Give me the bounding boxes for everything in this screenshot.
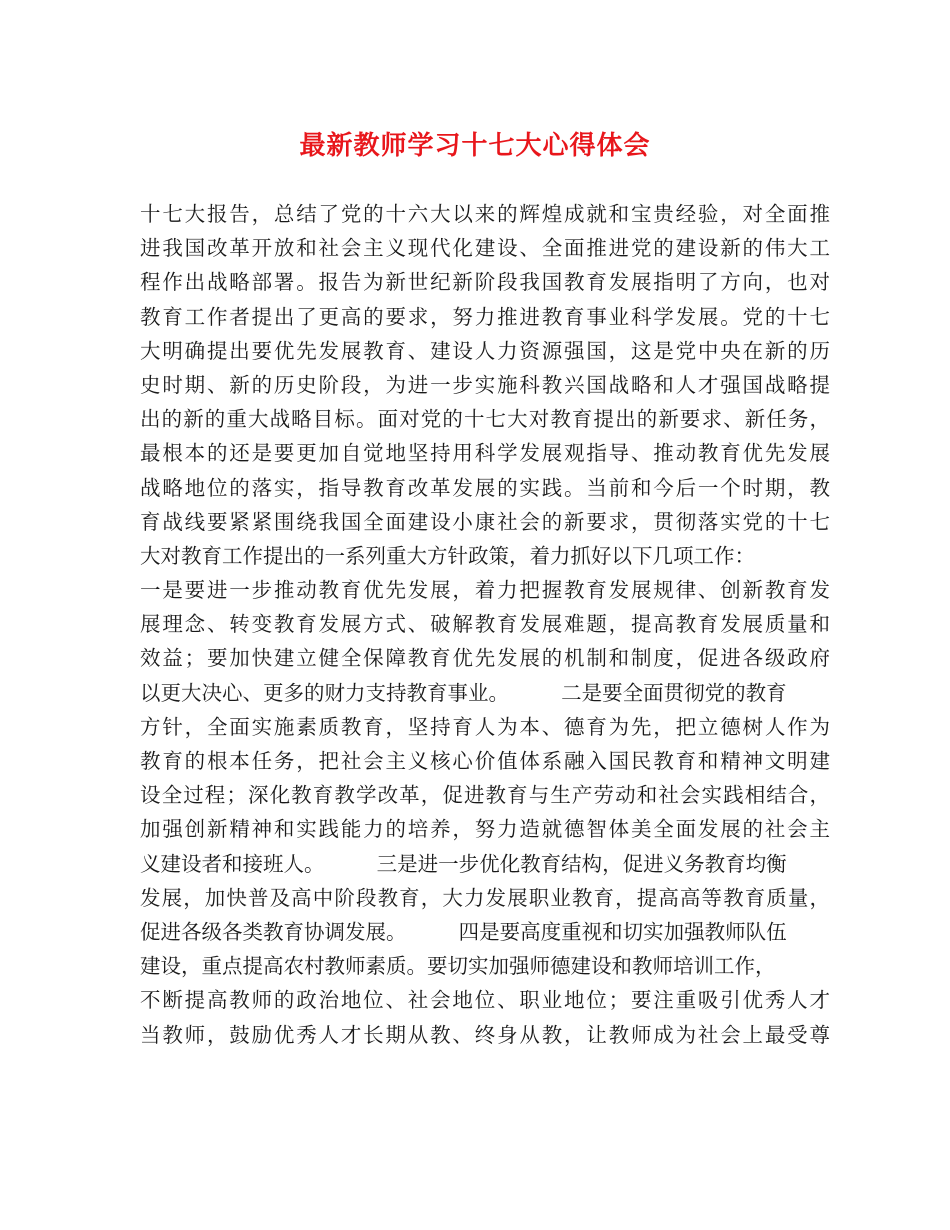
body-line: 加强创新精神和实践能力的培养，努力造就德智体美全面发展的社会主: [140, 817, 830, 842]
body-line: 以更大决心、更多的财力支持教育事业。 二是要全面贯彻党的教育: [140, 680, 787, 705]
body-line: 展理念、转变教育发展方式、破解教育发展难题，提高教育发展质量和: [140, 612, 830, 637]
body-line: 程作出战略部署。报告为新世纪新阶段我国教育发展指明了方向，也对: [140, 270, 830, 295]
body-line: 当教师，鼓励优秀人才长期从教、终身从教，让教师成为社会上最受尊: [140, 1022, 830, 1047]
body-line: 义建设者和接班人。 三是进一步优化教育结构，促进义务教育均衡: [140, 851, 787, 876]
body-line: 进我国改革开放和社会主义现代化建设、全面推进党的建设新的伟大工: [140, 236, 830, 261]
body-line: 育战线要紧紧围绕我国全面建设小康社会的新要求，贯彻落实党的十七: [140, 509, 830, 534]
body-line: 大对教育工作提出的一系列重大方针政策，着力抓好以下几项工作：: [140, 543, 755, 568]
body-line: 方针，全面实施素质教育，坚持育人为本、德育为先，把立德树人作为: [140, 714, 830, 739]
body-line: 十七大报告，总结了党的十六大以来的辉煌成就和宝贵经验，对全面推: [140, 202, 830, 226]
document-title: 最新教师学习十七大心得体会: [299, 131, 651, 161]
body-line: 建设，重点提高农村教师素质。要切实加强师德建设和教师培训工作，: [140, 954, 776, 979]
body-line: 一是要进一步推动教育优先发展，着力把握教育发展规律、创新教育发: [140, 578, 830, 603]
body-line: 效益；要加快建立健全保障教育优先发展的机制和制度，促进各级政府: [140, 646, 830, 671]
body-line: 促进各级各类教育协调发展。 四是要高度重视和切实加强教师队伍: [140, 919, 787, 944]
body-line: 最根本的还是要更加自觉地坚持用科学发展观指导、推动教育优先发展: [140, 441, 830, 466]
body-line: 设全过程；深化教育教学改革，促进教育与生产劳动和社会实践相结合，: [140, 783, 830, 808]
body-line: 教育的根本任务，把社会主义核心价值体系融入国民教育和精神文明建: [140, 749, 830, 773]
body-line: 战略地位的落实，指导教育改革发展的实践。当前和今后一个时期，教: [140, 475, 830, 500]
body-line: 史时期、新的历史阶段，为进一步实施科教兴国战略和人才强国战略提: [140, 372, 830, 397]
body-line: 大明确提出要优先发展教育、建设人力资源强国，这是党中央在新的历: [140, 338, 830, 363]
body-line: 发展，加快普及高中阶段教育，大力发展职业教育，提高高等教育质量，: [140, 885, 830, 910]
document-body: [140, 197, 830, 1052]
body-line: 不断提高教师的政治地位、社会地位、职业地位；要注重吸引优秀人才: [140, 988, 830, 1013]
body-line: 教育工作者提出了更高的要求，努力推进教育事业科学发展。党的十七: [140, 304, 830, 329]
body-line: 出的新的重大战略目标。面对党的十七大对教育提出的新要求、新任务，: [140, 407, 830, 432]
